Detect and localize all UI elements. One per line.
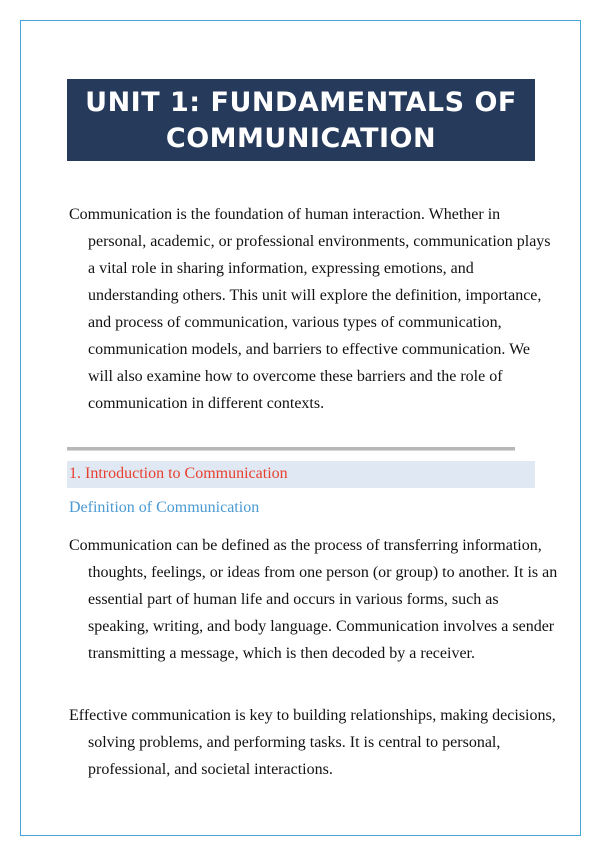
section-divider (67, 447, 515, 451)
title-line-1: UNIT 1: FUNDAMENTALS OF (85, 87, 517, 118)
section-heading: 1. Introduction to Communication (69, 465, 288, 482)
subsection-heading: Definition of Communication (69, 499, 260, 516)
intro-paragraph: Communication is the foundation of human interaction. Whether in personal, academic, or professional environments, communication plays a vital role in sharing information, expressing emotions, and understanding others. This unit will explore the definition, importance, and process of communication, various types of communication, communication models, and barriers to effective communication. We will also examine how to overcome these barriers and the role of communication in different contexts. (69, 206, 551, 412)
section-heading-bar (67, 461, 535, 488)
definition-paragraph: Communication can be defined as the process of transferring information, thoughts, feelings, or ideas from one person (or group) to another. It is an essential part of human life and occurs in various forms, such as speaking, writing, and body language. Communication involves a sender transmitting a message, which is then decoded by a receiver. (69, 537, 558, 662)
title-banner (67, 79, 535, 161)
title-line-2: COMMUNICATION (165, 123, 437, 154)
effective-communication-paragraph: Effective communication is key to building relationships, making decisions, solving problems, and performing tasks. It is central to personal, professional, and societal interactions. (69, 707, 556, 778)
